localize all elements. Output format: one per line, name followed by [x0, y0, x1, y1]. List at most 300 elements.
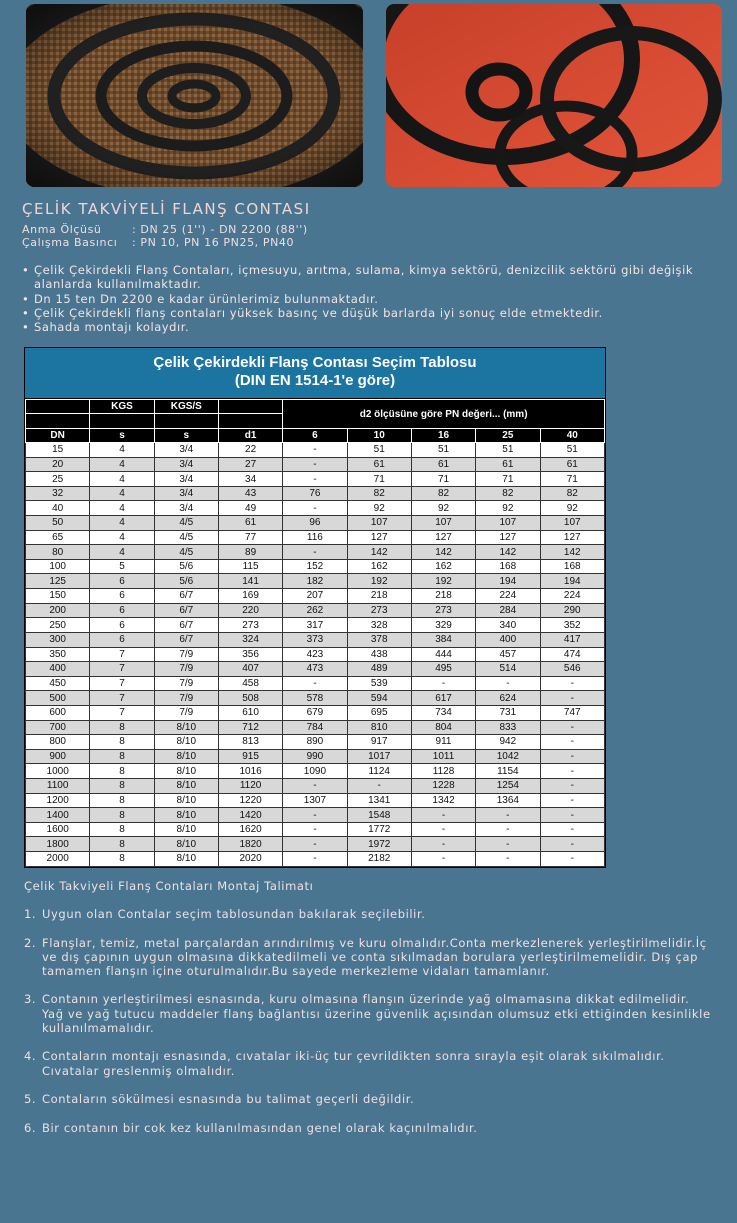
spec-label: Anma Ölçüsü: [22, 223, 102, 236]
spec-working-pressure: [22, 236, 294, 249]
table-cell: 82: [347, 486, 411, 501]
table-body: [26, 443, 605, 867]
table-cell: 6: [90, 618, 154, 633]
table-cell: 6/7: [154, 589, 218, 604]
selection-grid: [25, 399, 605, 867]
table-cell: 784: [283, 720, 347, 735]
table-cell: 1307: [283, 793, 347, 808]
table-cell: -: [283, 443, 347, 458]
table-cell: 61: [411, 457, 475, 472]
table-cell: 8: [90, 793, 154, 808]
table-title-line2: (DIN EN 1514-1'e göre): [234, 372, 396, 389]
table-cell: 71: [347, 472, 411, 487]
table-cell: 8/10: [154, 764, 218, 779]
table-cell: 8: [90, 808, 154, 823]
table-cell: 15: [26, 443, 90, 458]
table-cell: 194: [476, 574, 540, 589]
table-cell: 1228: [411, 779, 475, 794]
table-row: [26, 735, 605, 750]
table-cell: 107: [540, 516, 605, 531]
table-cell: 942: [476, 735, 540, 750]
instructions-title: Çelik Takviyeli Flanş Contaları Montaj Talimatı: [24, 879, 314, 893]
table-row: [26, 501, 605, 516]
table-cell: -: [283, 472, 347, 487]
header-kgs: KGS: [90, 400, 154, 414]
step-text: Flanşlar, temiz, metal parçalardan arındırılmış ve kuru olmalıdır.Conta merkezlenerek yerleştirilmelidir.İç ve dış çapının uygun olmasına dikkatedilmeli ve conta sıkılmadan borulara yerleştirilmemelidir. Dış çap tamamen flanşın içine oturulmalıdır.Bu sayede merkezleme vidaları tamamlanır.: [42, 935, 707, 978]
table-cell: -: [411, 837, 475, 852]
table-cell: 61: [347, 457, 411, 472]
table-cell: 51: [540, 443, 605, 458]
table-cell: 1772: [347, 822, 411, 837]
spec-value: : PN 10, PN 16 PN25, PN40: [132, 236, 295, 249]
table-cell: 329: [411, 618, 475, 633]
table-cell: 1124: [347, 764, 411, 779]
table-cell: 1342: [411, 793, 475, 808]
table-cell: 8: [90, 852, 154, 867]
table-cell: -: [411, 808, 475, 823]
instruction-steps: [24, 907, 714, 1149]
table-cell: 731: [476, 705, 540, 720]
table-cell: 407: [218, 662, 282, 677]
table-cell: 539: [347, 676, 411, 691]
table-cell: -: [540, 691, 605, 706]
table-cell: 915: [218, 749, 282, 764]
table-cell: 400: [26, 662, 90, 677]
table-cell: -: [540, 720, 605, 735]
table-cell: 1011: [411, 749, 475, 764]
table-row: [26, 603, 605, 618]
table-cell: 8: [90, 735, 154, 750]
table-cell: 617: [411, 691, 475, 706]
table-cell: 273: [347, 603, 411, 618]
table-cell: 92: [540, 501, 605, 516]
table-cell: 328: [347, 618, 411, 633]
table-cell: 3/4: [154, 501, 218, 516]
table-row: [26, 822, 605, 837]
table-cell: 224: [540, 589, 605, 604]
table-cell: 34: [218, 472, 282, 487]
table-cell: 417: [540, 632, 605, 647]
table-cell: 450: [26, 676, 90, 691]
header-d1: d1: [218, 429, 282, 443]
table-cell: 4/5: [154, 545, 218, 560]
table-cell: 224: [476, 589, 540, 604]
table-cell: 8/10: [154, 749, 218, 764]
table-cell: -: [283, 779, 347, 794]
table-cell: 7: [90, 676, 154, 691]
table-cell: 25: [26, 472, 90, 487]
table-cell: 82: [411, 486, 475, 501]
table-cell: 71: [411, 472, 475, 487]
table-cell: 141: [218, 574, 282, 589]
table-row: [26, 720, 605, 735]
table-cell: 2020: [218, 852, 282, 867]
table-cell: 51: [347, 443, 411, 458]
table-cell: 6: [90, 574, 154, 589]
table-cell: 1042: [476, 749, 540, 764]
table-cell: 734: [411, 705, 475, 720]
table-cell: 5/6: [154, 559, 218, 574]
table-cell: 458: [218, 676, 282, 691]
table-row: [26, 516, 605, 531]
table-cell: -: [476, 852, 540, 867]
table-row: [26, 457, 605, 472]
table-row: [26, 530, 605, 545]
table-cell: 116: [283, 530, 347, 545]
table-cell: 317: [283, 618, 347, 633]
table-cell: 444: [411, 647, 475, 662]
table-cell: -: [476, 676, 540, 691]
table-cell: 51: [476, 443, 540, 458]
table-cell: 142: [347, 545, 411, 560]
table-cell: 142: [540, 545, 605, 560]
table-cell: 1820: [218, 837, 282, 852]
table-cell: 96: [283, 516, 347, 531]
table-cell: 356: [218, 647, 282, 662]
table-cell: 508: [218, 691, 282, 706]
table-title: [25, 348, 605, 399]
table-cell: -: [540, 764, 605, 779]
table-cell: 890: [283, 735, 347, 750]
table-cell: 7: [90, 647, 154, 662]
table-cell: 1000: [26, 764, 90, 779]
feature-item: • Çelik Çekirdekli flanş contaları yüksek basınç ve düşük barlarda iyi sonuç elde etmektedir.: [22, 306, 732, 320]
table-cell: 917: [347, 735, 411, 750]
step-text: Uygun olan Contalar seçim tablosundan bakılarak seçilebilir.: [42, 907, 426, 921]
table-cell: 6/7: [154, 632, 218, 647]
table-row: [26, 443, 605, 458]
table-cell: 1090: [283, 764, 347, 779]
table-cell: 8: [90, 779, 154, 794]
table-cell: 51: [411, 443, 475, 458]
table-cell: 594: [347, 691, 411, 706]
table-cell: 6: [90, 603, 154, 618]
table-cell: 624: [476, 691, 540, 706]
table-cell: 40: [26, 501, 90, 516]
table-cell: 82: [476, 486, 540, 501]
step-number: 4.: [24, 1049, 37, 1064]
table-cell: 1620: [218, 822, 282, 837]
table-row: [26, 574, 605, 589]
table-cell: 384: [411, 632, 475, 647]
table-cell: 800: [26, 735, 90, 750]
table-cell: 7: [90, 705, 154, 720]
table-cell: 473: [283, 662, 347, 677]
table-cell: 6: [90, 632, 154, 647]
table-cell: 8: [90, 764, 154, 779]
table-cell: 8/10: [154, 808, 218, 823]
table-cell: 77: [218, 530, 282, 545]
table-cell: 200: [26, 603, 90, 618]
feature-list: [22, 263, 732, 334]
table-cell: 32: [26, 486, 90, 501]
step-text: Contanın yerleştirilmesi esnasında, kuru olmasına flanşın üzerinde yağ olmamasına dikkat edilmelidir. Yağ ve yağ tutucu maddeler flanş bağlantısı üzerine güvenlik açısından olumsuz etki ettiğinden kesinlikle kullanılmamalıdır.: [42, 992, 711, 1035]
table-cell: 8: [90, 720, 154, 735]
table-cell: 100: [26, 559, 90, 574]
table-cell: 127: [476, 530, 540, 545]
table-cell: 8/10: [154, 852, 218, 867]
table-cell: 76: [283, 486, 347, 501]
table-cell: 578: [283, 691, 347, 706]
table-cell: 8/10: [154, 735, 218, 750]
table-cell: -: [411, 852, 475, 867]
table-row: [26, 545, 605, 560]
table-cell: 378: [347, 632, 411, 647]
table-cell: -: [283, 676, 347, 691]
table-cell: 192: [411, 574, 475, 589]
table-cell: 3/4: [154, 443, 218, 458]
table-row: [26, 793, 605, 808]
table-cell: 207: [283, 589, 347, 604]
table-cell: 4: [90, 457, 154, 472]
instruction-step: [24, 1049, 714, 1077]
table-cell: 22: [218, 443, 282, 458]
table-cell: 82: [540, 486, 605, 501]
table-row: [26, 808, 605, 823]
feature-item: • Dn 15 ten Dn 2200 e kadar ürünlerimiz bulunmaktadır.: [22, 292, 732, 306]
table-row: [26, 486, 605, 501]
table-cell: 546: [540, 662, 605, 677]
table-cell: 89: [218, 545, 282, 560]
step-text: Bir contanın bir cok kez kullanılmasından genel olarak kaçınılmalıdır.: [42, 1120, 478, 1135]
table-cell: 813: [218, 735, 282, 750]
page-title: ÇELİK TAKVİYELİ FLANŞ CONTASI: [22, 200, 311, 218]
table-cell: 8/10: [154, 822, 218, 837]
table-cell: 168: [540, 559, 605, 574]
feature-item: • Çelik Çekirdekli Flanş Contaları, içmesuyu, arıtma, sulama, kimya sektörü, denizcilik sektörü gibi değişik alanlarda kullanılmaktadır.: [22, 263, 732, 292]
table-cell: 1154: [476, 764, 540, 779]
table-cell: 457: [476, 647, 540, 662]
table-cell: 107: [411, 516, 475, 531]
table-cell: 4: [90, 516, 154, 531]
table-cell: 1972: [347, 837, 411, 852]
header-kgss: KGS/S: [154, 400, 218, 414]
table-cell: 8/10: [154, 793, 218, 808]
table-cell: 1016: [218, 764, 282, 779]
table-row: [26, 764, 605, 779]
table-cell: 92: [347, 501, 411, 516]
instruction-step: [24, 1121, 714, 1135]
gaskets-on-red-surface-photo: [386, 4, 722, 187]
table-cell: -: [476, 808, 540, 823]
header-blank: [218, 400, 282, 414]
table-cell: 911: [411, 735, 475, 750]
table-cell: 514: [476, 662, 540, 677]
table-row: [26, 779, 605, 794]
table-cell: 3/4: [154, 472, 218, 487]
table-cell: 423: [283, 647, 347, 662]
table-cell: 833: [476, 720, 540, 735]
table-cell: 250: [26, 618, 90, 633]
table-cell: 1548: [347, 808, 411, 823]
table-cell: 2000: [26, 852, 90, 867]
spec-value: : DN 25 (1'') - DN 2200 (88''): [132, 223, 308, 236]
table-cell: 373: [283, 632, 347, 647]
table-cell: 107: [476, 516, 540, 531]
table-row: [26, 618, 605, 633]
table-cell: 142: [476, 545, 540, 560]
table-cell: 8: [90, 749, 154, 764]
table-cell: 61: [540, 457, 605, 472]
table-cell: 7/9: [154, 647, 218, 662]
table-cell: 71: [476, 472, 540, 487]
table-cell: 900: [26, 749, 90, 764]
table-cell: -: [283, 501, 347, 516]
table-cell: -: [283, 837, 347, 852]
table-cell: 474: [540, 647, 605, 662]
table-cell: 6/7: [154, 618, 218, 633]
table-cell: 438: [347, 647, 411, 662]
table-row: [26, 589, 605, 604]
table-row: [26, 559, 605, 574]
table-cell: 2182: [347, 852, 411, 867]
table-cell: -: [476, 822, 540, 837]
table-cell: 6: [90, 589, 154, 604]
table-cell: 8: [90, 822, 154, 837]
table-cell: 1254: [476, 779, 540, 794]
step-number: 5.: [24, 1092, 37, 1107]
table-row: [26, 837, 605, 852]
header-blank: [26, 414, 90, 429]
table-cell: 162: [347, 559, 411, 574]
table-cell: 4: [90, 486, 154, 501]
header-s: s: [90, 429, 154, 443]
table-cell: 50: [26, 516, 90, 531]
table-cell: 1100: [26, 779, 90, 794]
table-cell: 115: [218, 559, 282, 574]
table-cell: 300: [26, 632, 90, 647]
header-blank: [26, 400, 90, 414]
step-number: 2.: [24, 935, 37, 950]
table-cell: 127: [540, 530, 605, 545]
table-cell: 3/4: [154, 486, 218, 501]
table-cell: 220: [218, 603, 282, 618]
table-cell: 4: [90, 472, 154, 487]
table-cell: 4: [90, 501, 154, 516]
step-text: Contaların montajı esnasında, cıvatalar iki-üç tur çevrildikten sonra sırayla eşit olarak sıkılmalıdır. Cıvatalar greslenmiş olmalıdır.: [42, 1049, 665, 1078]
table-cell: 71: [540, 472, 605, 487]
table-cell: 5/6: [154, 574, 218, 589]
table-cell: 7/9: [154, 662, 218, 677]
table-row: [26, 676, 605, 691]
header-pn: 10: [347, 429, 411, 443]
table-cell: 500: [26, 691, 90, 706]
table-cell: -: [283, 545, 347, 560]
table-cell: 3/4: [154, 457, 218, 472]
table-cell: 7: [90, 691, 154, 706]
table-cell: 352: [540, 618, 605, 633]
step-text: Contaların sökülmesi esnasında bu talimat geçerli değildir.: [42, 1092, 415, 1107]
table-cell: 107: [347, 516, 411, 531]
table-cell: 350: [26, 647, 90, 662]
table-cell: 610: [218, 705, 282, 720]
table-cell: 990: [283, 749, 347, 764]
table-cell: 290: [540, 603, 605, 618]
table-cell: 65: [26, 530, 90, 545]
table-cell: 8: [90, 837, 154, 852]
table-cell: -: [411, 822, 475, 837]
table-cell: 1420: [218, 808, 282, 823]
table-cell: -: [540, 749, 605, 764]
table-cell: 127: [411, 530, 475, 545]
table-cell: 4/5: [154, 516, 218, 531]
table-cell: 20: [26, 457, 90, 472]
feature-item: • Sahada montajı kolaydır.: [22, 320, 732, 334]
table-cell: 168: [476, 559, 540, 574]
table-cell: 4/5: [154, 530, 218, 545]
table-row: [26, 749, 605, 764]
table-cell: 218: [411, 589, 475, 604]
table-cell: 495: [411, 662, 475, 677]
table-cell: 43: [218, 486, 282, 501]
instruction-step: [24, 907, 714, 921]
table-cell: 8/10: [154, 779, 218, 794]
table-cell: 1341: [347, 793, 411, 808]
table-cell: 7/9: [154, 691, 218, 706]
step-number: 1.: [24, 907, 37, 921]
table-cell: 5: [90, 559, 154, 574]
table-cell: -: [540, 837, 605, 852]
table-cell: 49: [218, 501, 282, 516]
table-cell: 273: [411, 603, 475, 618]
table-row: [26, 472, 605, 487]
table-cell: -: [540, 779, 605, 794]
table-cell: 489: [347, 662, 411, 677]
header-s: s: [154, 429, 218, 443]
table-cell: 4: [90, 545, 154, 560]
header-dn: DN: [26, 429, 90, 443]
table-cell: 152: [283, 559, 347, 574]
table-cell: 679: [283, 705, 347, 720]
table-cell: 1600: [26, 822, 90, 837]
table-cell: -: [540, 808, 605, 823]
table-cell: 284: [476, 603, 540, 618]
table-cell: 80: [26, 545, 90, 560]
table-cell: 92: [411, 501, 475, 516]
step-number: 3.: [24, 992, 37, 1007]
spec-nominal-size: [22, 223, 308, 236]
table-cell: 6/7: [154, 603, 218, 618]
table-cell: -: [283, 808, 347, 823]
table-row: [26, 705, 605, 720]
table-cell: -: [283, 852, 347, 867]
table-cell: 1017: [347, 749, 411, 764]
header-blank: [154, 414, 218, 429]
table-cell: 182: [283, 574, 347, 589]
table-cell: 324: [218, 632, 282, 647]
table-cell: -: [283, 822, 347, 837]
table-cell: -: [540, 852, 605, 867]
table-cell: -: [540, 822, 605, 837]
table-row: [26, 632, 605, 647]
table-cell: 142: [411, 545, 475, 560]
spec-label: Çalışma Basıncı: [22, 236, 118, 249]
table-cell: 92: [476, 501, 540, 516]
table-cell: -: [540, 735, 605, 750]
table-cell: 7/9: [154, 705, 218, 720]
table-row: [26, 647, 605, 662]
header-pn: 25: [476, 429, 540, 443]
table-cell: 4: [90, 530, 154, 545]
table-cell: 1128: [411, 764, 475, 779]
selection-table: [24, 347, 606, 868]
instruction-step: [24, 1092, 714, 1106]
table-cell: 700: [26, 720, 90, 735]
table-cell: 1400: [26, 808, 90, 823]
table-cell: 192: [347, 574, 411, 589]
table-cell: 8/10: [154, 720, 218, 735]
table-cell: 273: [218, 618, 282, 633]
